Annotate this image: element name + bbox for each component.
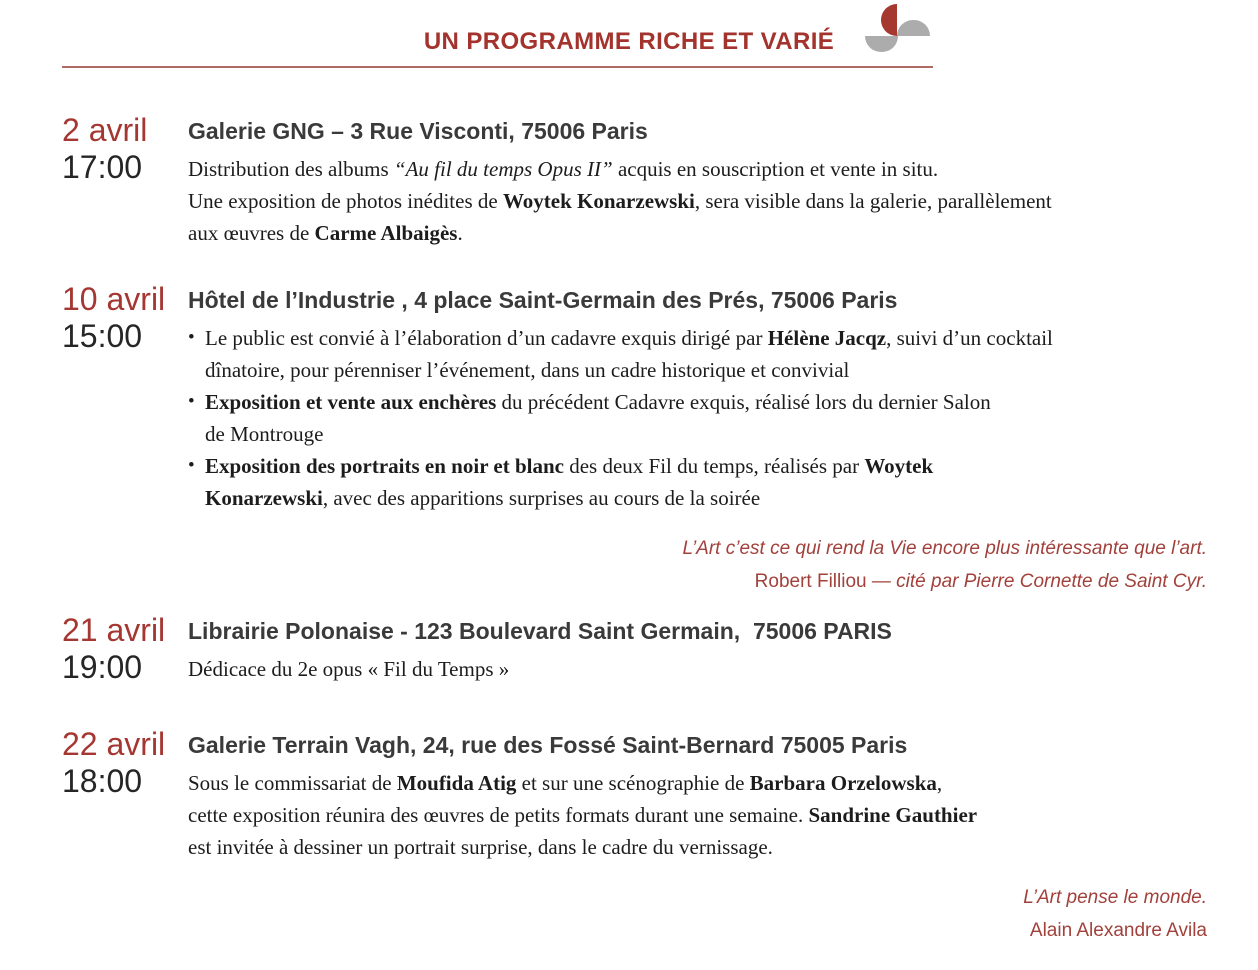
text-run: .	[457, 221, 463, 245]
event-when	[62, 281, 188, 514]
quote-attribution	[62, 565, 1207, 598]
event-time: 17:00	[62, 149, 143, 185]
text-run: Sous le commissariat de	[188, 771, 397, 795]
text-run: , avec des apparitions surprises au cours de la soirée	[322, 486, 761, 510]
event-bullet-list	[188, 322, 1207, 514]
text-run: ,	[936, 771, 943, 795]
page-header	[0, 0, 1258, 70]
event-body-line	[188, 767, 1207, 799]
bullet-marker: •	[188, 455, 195, 476]
event-bullet	[188, 322, 1207, 386]
logo-gray-top-half-disc-icon	[897, 20, 930, 36]
event-body	[188, 767, 1207, 863]
event-body-line	[188, 799, 1207, 831]
text-run: du précédent Cadavre exquis, réalisé lors du dernier Salon	[496, 390, 991, 414]
header-divider	[62, 66, 933, 68]
text-run: Hélène Jacqz	[767, 326, 887, 350]
event-10-avril	[62, 281, 1207, 514]
text-run: Le public est convié à l’élaboration d’un cadavre exquis dirigé par	[205, 326, 768, 350]
text-run: dînatoire, pour pérenniser l’événement, dans un cadre historique et convivial	[205, 358, 850, 382]
event-details	[188, 281, 1207, 514]
text-run: Carme Albaigès	[314, 221, 458, 245]
event-date: 21 avril	[62, 612, 166, 648]
text-run: Woytek	[864, 454, 934, 478]
text-run: Sandrine Gauthier	[808, 803, 978, 827]
event-body-line	[205, 322, 1053, 354]
text-run: Exposition des portraits en noir et blanc	[205, 454, 564, 478]
text-run: L’Art pense le monde.	[1023, 887, 1207, 908]
bullet-marker: •	[188, 327, 195, 348]
text-run: aux œuvres de	[188, 221, 315, 245]
event-body-line	[205, 418, 991, 450]
logo-red-half-disc-icon	[881, 4, 897, 36]
text-run: Moufida Atig	[396, 771, 517, 795]
text-run: , suivi d’un cocktail	[886, 326, 1053, 350]
event-details	[188, 112, 1207, 249]
event-date: 2 avril	[62, 112, 148, 148]
text-run: Distribution des albums	[188, 157, 394, 181]
event-date: 22 avril	[62, 726, 166, 762]
bullet-text	[205, 450, 933, 514]
event-details	[188, 612, 1207, 686]
text-run: Une exposition de photos inédites de	[188, 189, 503, 213]
event-body-line	[205, 354, 1053, 386]
text-run: , sera visible dans la galerie, parallèlement	[694, 189, 1052, 213]
event-when	[62, 726, 188, 863]
event-when	[62, 112, 188, 249]
text-run: est invitée à dessiner un portrait surprise, dans le cadre du vernissage.	[188, 835, 773, 859]
text-run: Alain Alexandre Avila	[1029, 920, 1207, 941]
event-bullet	[188, 450, 1207, 514]
event-time: 15:00	[62, 318, 143, 354]
text-run: des deux Fil du temps, réalisés par	[563, 454, 865, 478]
text-run: acquis en souscription et vente in situ.	[612, 157, 939, 181]
event-2-avril	[62, 112, 1207, 249]
event-venue: Galerie GNG – 3 Rue Visconti, 75006 Paris	[188, 118, 648, 144]
bullet-text	[205, 322, 1053, 386]
event-details	[188, 726, 1207, 863]
event-body	[188, 153, 1207, 249]
event-time: 19:00	[62, 649, 143, 685]
event-body-line	[188, 831, 1207, 863]
event-body	[188, 322, 1207, 514]
event-bullet	[188, 386, 1207, 450]
quote-block	[62, 532, 1207, 598]
event-body	[188, 653, 1207, 685]
quote-text	[62, 532, 1207, 565]
event-body-line	[205, 450, 933, 482]
quote-block	[62, 881, 1207, 947]
text-run: Woytek Konarzewski	[502, 189, 695, 213]
text-run: “Au fil du temps Opus II”	[393, 157, 613, 181]
text-run: Exposition et vente aux enchères	[205, 390, 497, 414]
event-body-line	[188, 653, 1207, 685]
text-run: Robert Filliou —	[754, 571, 897, 592]
quote-text	[62, 881, 1207, 914]
program-sections	[62, 112, 1207, 947]
quote-attribution	[62, 914, 1207, 947]
event-venue: Galerie Terrain Vagh, 24, rue des Fossé Saint-Bernard 75005 Paris	[188, 732, 908, 758]
text-run: cette exposition réunira des œuvres de petits formats durant une semaine.	[188, 803, 809, 827]
event-venue: Librairie Polonaise - 123 Boulevard Saint Germain, 75006 PARIS	[188, 618, 892, 644]
event-time: 18:00	[62, 763, 143, 799]
event-body-line	[188, 153, 1207, 185]
event-body-line	[205, 482, 933, 514]
event-date: 10 avril	[62, 281, 166, 317]
text-run: Barbara Orzelowska	[749, 771, 937, 795]
event-body-line	[205, 386, 991, 418]
fil-du-temps-logo	[865, 4, 930, 52]
bullet-text	[205, 386, 991, 450]
text-run: L’Art c’est ce qui rend la Vie encore plus intéressante que l’art.	[682, 538, 1207, 559]
event-body-line	[188, 185, 1207, 217]
text-run: cité par Pierre Cornette de Saint Cyr.	[896, 571, 1207, 592]
logo-gray-bottom-half-disc-icon	[865, 36, 898, 52]
text-run: et sur une scénographie de	[516, 771, 750, 795]
event-when	[62, 612, 188, 686]
text-run: Dédicace du 2e opus « Fil du Temps »	[188, 657, 510, 681]
event-21-avril	[62, 612, 1207, 686]
event-body-line	[188, 217, 1207, 249]
bullet-marker: •	[188, 391, 195, 412]
page-title: UN PROGRAMME RICHE ET VARIÉ	[423, 28, 835, 55]
event-venue: Hôtel de l’Industrie , 4 place Saint-Germain des Prés, 75006 Paris	[188, 287, 898, 313]
text-run: Konarzewski	[205, 486, 323, 510]
text-run: de Montrouge	[205, 422, 324, 446]
event-22-avril	[62, 726, 1207, 863]
